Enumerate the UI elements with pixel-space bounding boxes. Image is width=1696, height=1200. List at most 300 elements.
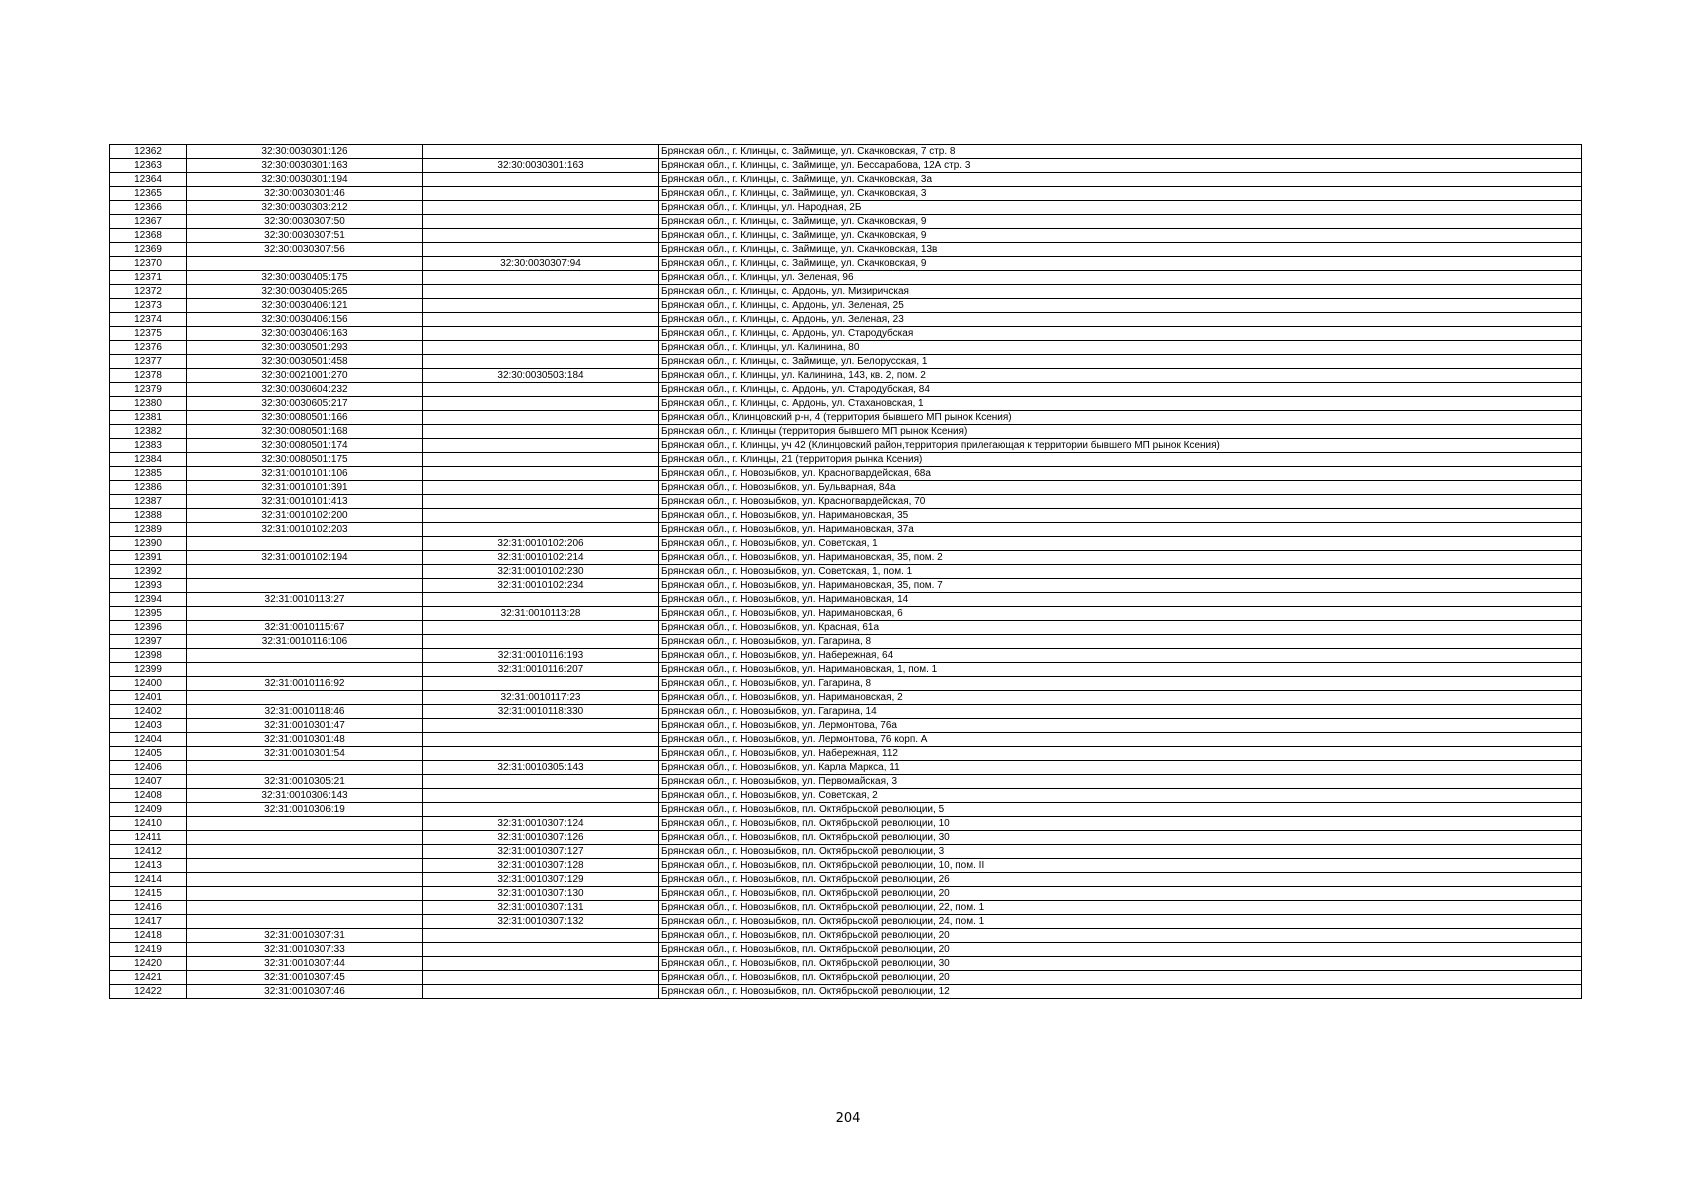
cadastral-number-cell: 32:30:0030307:51 bbox=[187, 229, 423, 243]
cadastral-number-cell: 32:31:0010306:19 bbox=[187, 803, 423, 817]
table-row bbox=[110, 915, 1582, 929]
row-number-cell: 12373 bbox=[110, 299, 187, 313]
cadastral-number-cell: 32:31:0010307:31 bbox=[187, 929, 423, 943]
address-cell: Брянская обл., г. Клинцы, ул. Народная, 2Б bbox=[659, 201, 1582, 215]
address-cell: Брянская обл., г. Клинцы, с. Ардонь, ул. Зеленая, 25 bbox=[659, 299, 1582, 313]
address-cell: Брянская обл., г. Клинцы, ул. Калинина, 143, кв. 2, пом. 2 bbox=[659, 369, 1582, 383]
address-cell: Брянская обл., г. Новозыбков, ул. Наримановская, 35, пом. 2 bbox=[659, 551, 1582, 565]
table-row bbox=[110, 887, 1582, 901]
table-row bbox=[110, 313, 1582, 327]
table-row bbox=[110, 649, 1582, 663]
table-row bbox=[110, 523, 1582, 537]
table-row bbox=[110, 831, 1582, 845]
cadastral-number-cell: 32:30:0030406:121 bbox=[187, 299, 423, 313]
related-cadastral-number-cell: 32:31:0010117:23 bbox=[423, 691, 659, 705]
related-cadastral-number-cell bbox=[423, 145, 659, 159]
address-cell: Брянская обл., г. Клинцы, с. Ардонь, ул. Зеленая, 23 bbox=[659, 313, 1582, 327]
address-cell: Брянская обл., г. Клинцы (территория бывшего МП рынок Ксения) bbox=[659, 425, 1582, 439]
address-cell: Брянская обл., г. Клинцы, с. Займище, ул. Скачковская, 13в bbox=[659, 243, 1582, 257]
address-cell: Брянская обл., г. Новозыбков, пл. Октябрьской революции, 12 bbox=[659, 985, 1582, 999]
row-number-cell: 12418 bbox=[110, 929, 187, 943]
table-row bbox=[110, 425, 1582, 439]
row-number-cell: 12397 bbox=[110, 635, 187, 649]
related-cadastral-number-cell: 32:31:0010116:207 bbox=[423, 663, 659, 677]
cadastral-number-cell: 32:30:0030301:46 bbox=[187, 187, 423, 201]
related-cadastral-number-cell bbox=[423, 775, 659, 789]
address-cell: Брянская обл., г. Новозыбков, ул. Наримановская, 37а bbox=[659, 523, 1582, 537]
address-cell: Брянская обл., г. Новозыбков, пл. Октябрьской революции, 22, пом. 1 bbox=[659, 901, 1582, 915]
related-cadastral-number-cell bbox=[423, 957, 659, 971]
table-row bbox=[110, 327, 1582, 341]
related-cadastral-number-cell bbox=[423, 411, 659, 425]
cadastral-number-cell: 32:31:0010307:46 bbox=[187, 985, 423, 999]
table-row bbox=[110, 817, 1582, 831]
row-number-cell: 12416 bbox=[110, 901, 187, 915]
row-number-cell: 12406 bbox=[110, 761, 187, 775]
address-cell: Брянская обл., г. Клинцы, с. Займище, ул. Бессарабова, 12А стр. 3 bbox=[659, 159, 1582, 173]
cadastral-number-cell: 32:30:0021001:270 bbox=[187, 369, 423, 383]
cadastral-number-cell: 32:31:0010307:45 bbox=[187, 971, 423, 985]
related-cadastral-number-cell bbox=[423, 677, 659, 691]
table-row bbox=[110, 439, 1582, 453]
address-cell: Брянская обл., г. Новозыбков, пл. Октябрьской революции, 3 bbox=[659, 845, 1582, 859]
related-cadastral-number-cell bbox=[423, 803, 659, 817]
related-cadastral-number-cell: 32:31:0010113:28 bbox=[423, 607, 659, 621]
row-number-cell: 12394 bbox=[110, 593, 187, 607]
table-row bbox=[110, 719, 1582, 733]
related-cadastral-number-cell bbox=[423, 467, 659, 481]
related-cadastral-number-cell bbox=[423, 453, 659, 467]
row-number-cell: 12378 bbox=[110, 369, 187, 383]
related-cadastral-number-cell: 32:31:0010102:230 bbox=[423, 565, 659, 579]
cadastral-number-cell: 32:31:0010102:194 bbox=[187, 551, 423, 565]
table-row bbox=[110, 355, 1582, 369]
cadastral-number-cell: 32:30:0030501:293 bbox=[187, 341, 423, 355]
related-cadastral-number-cell bbox=[423, 719, 659, 733]
row-number-cell: 12370 bbox=[110, 257, 187, 271]
address-cell: Брянская обл., г. Новозыбков, пл. Октябрьской революции, 10 bbox=[659, 817, 1582, 831]
cadastral-number-cell: 32:31:0010305:21 bbox=[187, 775, 423, 789]
related-cadastral-number-cell bbox=[423, 313, 659, 327]
row-number-cell: 12367 bbox=[110, 215, 187, 229]
table-row bbox=[110, 579, 1582, 593]
row-number-cell: 12407 bbox=[110, 775, 187, 789]
cadastral-number-cell: 32:31:0010307:44 bbox=[187, 957, 423, 971]
page-number: 204 bbox=[835, 1111, 861, 1126]
related-cadastral-number-cell: 32:31:0010307:127 bbox=[423, 845, 659, 859]
row-number-cell: 12403 bbox=[110, 719, 187, 733]
cadastral-number-cell: 32:30:0030307:50 bbox=[187, 215, 423, 229]
related-cadastral-number-cell bbox=[423, 943, 659, 957]
table-row bbox=[110, 943, 1582, 957]
cadastral-number-cell: 32:31:0010101:106 bbox=[187, 467, 423, 481]
address-cell: Брянская обл., г. Клинцы, с. Ардонь, ул. Мизиричская bbox=[659, 285, 1582, 299]
related-cadastral-number-cell bbox=[423, 271, 659, 285]
cadastral-number-cell: 32:30:0030406:156 bbox=[187, 313, 423, 327]
table-row bbox=[110, 873, 1582, 887]
table-row bbox=[110, 411, 1582, 425]
related-cadastral-number-cell bbox=[423, 985, 659, 999]
table-row bbox=[110, 957, 1582, 971]
row-number-cell: 12368 bbox=[110, 229, 187, 243]
row-number-cell: 12364 bbox=[110, 173, 187, 187]
table-row bbox=[110, 201, 1582, 215]
address-cell: Брянская обл., г. Новозыбков, ул. Карла Маркса, 11 bbox=[659, 761, 1582, 775]
cadastral-number-cell: 32:30:0080501:166 bbox=[187, 411, 423, 425]
table-row bbox=[110, 859, 1582, 873]
related-cadastral-number-cell bbox=[423, 509, 659, 523]
address-cell: Брянская обл., г. Новозыбков, ул. Наримановская, 1, пом. 1 bbox=[659, 663, 1582, 677]
row-number-cell: 12390 bbox=[110, 537, 187, 551]
address-cell: Брянская обл., г. Новозыбков, ул. Первомайская, 3 bbox=[659, 775, 1582, 789]
table-row bbox=[110, 803, 1582, 817]
row-number-cell: 12366 bbox=[110, 201, 187, 215]
cadastral-number-cell bbox=[187, 607, 423, 621]
table-row bbox=[110, 229, 1582, 243]
table-row bbox=[110, 621, 1582, 635]
related-cadastral-number-cell: 32:31:0010307:124 bbox=[423, 817, 659, 831]
table-row bbox=[110, 243, 1582, 257]
address-cell: Брянская обл., г. Новозыбков, пл. Октябрьской революции, 20 bbox=[659, 887, 1582, 901]
address-cell: Брянская обл., г. Новозыбков, ул. Гагарина, 14 bbox=[659, 705, 1582, 719]
related-cadastral-number-cell bbox=[423, 383, 659, 397]
row-number-cell: 12377 bbox=[110, 355, 187, 369]
cadastral-number-cell bbox=[187, 257, 423, 271]
row-number-cell: 12420 bbox=[110, 957, 187, 971]
table-row bbox=[110, 159, 1582, 173]
related-cadastral-number-cell bbox=[423, 929, 659, 943]
address-cell: Брянская обл., г. Новозыбков, пл. Октябрьской революции, 20 bbox=[659, 943, 1582, 957]
row-number-cell: 12392 bbox=[110, 565, 187, 579]
address-cell: Брянская обл., г. Новозыбков, ул. Лермонтова, 76а bbox=[659, 719, 1582, 733]
cadastral-number-cell bbox=[187, 831, 423, 845]
table-row bbox=[110, 565, 1582, 579]
row-number-cell: 12393 bbox=[110, 579, 187, 593]
related-cadastral-number-cell bbox=[423, 439, 659, 453]
row-number-cell: 12391 bbox=[110, 551, 187, 565]
table-row bbox=[110, 173, 1582, 187]
table-row bbox=[110, 509, 1582, 523]
address-cell: Брянская обл., г. Новозыбков, ул. Красногвардейская, 70 bbox=[659, 495, 1582, 509]
cadastral-number-cell: 32:31:0010118:46 bbox=[187, 705, 423, 719]
table-row bbox=[110, 635, 1582, 649]
address-cell: Брянская обл., г. Новозыбков, пл. Октябрьской революции, 30 bbox=[659, 831, 1582, 845]
related-cadastral-number-cell bbox=[423, 327, 659, 341]
address-cell: Брянская обл., г. Новозыбков, ул. Лермонтова, 76 корп. А bbox=[659, 733, 1582, 747]
table-row bbox=[110, 761, 1582, 775]
cadastral-number-cell: 32:30:0030605:217 bbox=[187, 397, 423, 411]
cadastral-number-cell: 32:31:0010116:92 bbox=[187, 677, 423, 691]
address-cell: Брянская обл., г. Клинцы, с. Займище, ул. Скачковская, 7 стр. 8 bbox=[659, 145, 1582, 159]
address-cell: Брянская обл., г. Новозыбков, ул. Наримановская, 6 bbox=[659, 607, 1582, 621]
address-cell: Брянская обл., г. Новозыбков, ул. Наримановская, 35 bbox=[659, 509, 1582, 523]
related-cadastral-number-cell bbox=[423, 187, 659, 201]
table-row bbox=[110, 929, 1582, 943]
row-number-cell: 12419 bbox=[110, 943, 187, 957]
row-number-cell: 12396 bbox=[110, 621, 187, 635]
related-cadastral-number-cell bbox=[423, 495, 659, 509]
row-number-cell: 12369 bbox=[110, 243, 187, 257]
address-cell: Брянская обл., г. Новозыбков, пл. Октябрьской революции, 24, пом. 1 bbox=[659, 915, 1582, 929]
address-cell: Брянская обл., г. Новозыбков, ул. Советская, 1 bbox=[659, 537, 1582, 551]
address-cell: Брянская обл., г. Клинцы, 21 (территория рынка Ксения) bbox=[659, 453, 1582, 467]
related-cadastral-number-cell: 32:30:0030503:184 bbox=[423, 369, 659, 383]
related-cadastral-number-cell bbox=[423, 341, 659, 355]
related-cadastral-number-cell: 32:31:0010307:132 bbox=[423, 915, 659, 929]
row-number-cell: 12414 bbox=[110, 873, 187, 887]
cadastral-number-cell: 32:30:0030301:126 bbox=[187, 145, 423, 159]
table-row bbox=[110, 467, 1582, 481]
cadastral-number-cell bbox=[187, 901, 423, 915]
related-cadastral-number-cell: 32:30:0030307:94 bbox=[423, 257, 659, 271]
table-row bbox=[110, 551, 1582, 565]
table-row bbox=[110, 691, 1582, 705]
address-cell: Брянская обл., г. Клинцы, уч 42 (Клинцовский район,территория прилегающая к территории бывшего МП рынок Ксения) bbox=[659, 439, 1582, 453]
table-row bbox=[110, 215, 1582, 229]
row-number-cell: 12372 bbox=[110, 285, 187, 299]
row-number-cell: 12385 bbox=[110, 467, 187, 481]
cadastral-number-cell: 32:31:0010301:54 bbox=[187, 747, 423, 761]
related-cadastral-number-cell: 32:30:0030301:163 bbox=[423, 159, 659, 173]
related-cadastral-number-cell: 32:31:0010118:330 bbox=[423, 705, 659, 719]
related-cadastral-number-cell bbox=[423, 243, 659, 257]
row-number-cell: 12422 bbox=[110, 985, 187, 999]
address-cell: Брянская обл., г. Клинцы, с. Займище, ул. Скачковская, 3 bbox=[659, 187, 1582, 201]
address-cell: Брянская обл., г. Новозыбков, ул. Наримановская, 14 bbox=[659, 593, 1582, 607]
cadastral-number-cell: 32:30:0030405:265 bbox=[187, 285, 423, 299]
cadastral-number-cell: 32:31:0010113:27 bbox=[187, 593, 423, 607]
row-number-cell: 12381 bbox=[110, 411, 187, 425]
row-number-cell: 12389 bbox=[110, 523, 187, 537]
related-cadastral-number-cell bbox=[423, 523, 659, 537]
cadastral-number-cell bbox=[187, 565, 423, 579]
address-cell: Брянская обл., г. Новозыбков, пл. Октябрьской революции, 30 bbox=[659, 957, 1582, 971]
row-number-cell: 12379 bbox=[110, 383, 187, 397]
cadastral-number-cell bbox=[187, 817, 423, 831]
row-number-cell: 12375 bbox=[110, 327, 187, 341]
related-cadastral-number-cell: 32:31:0010102:206 bbox=[423, 537, 659, 551]
row-number-cell: 12412 bbox=[110, 845, 187, 859]
row-number-cell: 12409 bbox=[110, 803, 187, 817]
table-row bbox=[110, 747, 1582, 761]
cadastral-number-cell: 32:30:0030406:163 bbox=[187, 327, 423, 341]
table-row bbox=[110, 663, 1582, 677]
address-cell: Брянская обл., г. Новозыбков, ул. Советская, 2 bbox=[659, 789, 1582, 803]
related-cadastral-number-cell: 32:31:0010102:214 bbox=[423, 551, 659, 565]
related-cadastral-number-cell: 32:31:0010116:193 bbox=[423, 649, 659, 663]
table-row bbox=[110, 369, 1582, 383]
table-row bbox=[110, 971, 1582, 985]
related-cadastral-number-cell bbox=[423, 747, 659, 761]
related-cadastral-number-cell: 32:31:0010307:131 bbox=[423, 901, 659, 915]
related-cadastral-number-cell: 32:31:0010102:234 bbox=[423, 579, 659, 593]
address-cell: Брянская обл., г. Клинцы, с. Займище, ул. Скачковская, 9 bbox=[659, 229, 1582, 243]
cadastral-number-cell bbox=[187, 537, 423, 551]
cadastral-number-cell: 32:30:0030405:175 bbox=[187, 271, 423, 285]
row-number-cell: 12413 bbox=[110, 859, 187, 873]
related-cadastral-number-cell bbox=[423, 299, 659, 313]
related-cadastral-number-cell bbox=[423, 397, 659, 411]
address-cell: Брянская обл., г. Новозыбков, пл. Октябрьской революции, 20 bbox=[659, 929, 1582, 943]
cadastral-number-cell: 32:30:0030301:194 bbox=[187, 173, 423, 187]
cadastral-number-cell bbox=[187, 859, 423, 873]
address-cell: Брянская обл., г. Новозыбков, пл. Октябрьской революции, 26 bbox=[659, 873, 1582, 887]
row-number-cell: 12382 bbox=[110, 425, 187, 439]
address-cell: Брянская обл., г. Новозыбков, ул. Наримановская, 35, пом. 7 bbox=[659, 579, 1582, 593]
address-cell: Брянская обл., г. Клинцы, с. Ардонь, ул. Стародубская, 84 bbox=[659, 383, 1582, 397]
cadastral-number-cell: 32:30:0030307:56 bbox=[187, 243, 423, 257]
related-cadastral-number-cell: 32:31:0010307:128 bbox=[423, 859, 659, 873]
table-row bbox=[110, 607, 1582, 621]
cadastral-number-cell: 32:30:0030501:458 bbox=[187, 355, 423, 369]
table-row bbox=[110, 271, 1582, 285]
address-cell: Брянская обл., г. Новозыбков, ул. Бульварная, 84а bbox=[659, 481, 1582, 495]
table-row bbox=[110, 901, 1582, 915]
table-row bbox=[110, 257, 1582, 271]
row-number-cell: 12417 bbox=[110, 915, 187, 929]
address-cell: Брянская обл., г. Новозыбков, пл. Октябрьской революции, 5 bbox=[659, 803, 1582, 817]
row-number-cell: 12376 bbox=[110, 341, 187, 355]
table-row bbox=[110, 733, 1582, 747]
address-cell: Брянская обл., г. Клинцы, ул. Зеленая, 96 bbox=[659, 271, 1582, 285]
row-number-cell: 12415 bbox=[110, 887, 187, 901]
related-cadastral-number-cell bbox=[423, 789, 659, 803]
address-cell: Брянская обл., г. Клинцы, ул. Калинина, 80 bbox=[659, 341, 1582, 355]
address-cell: Брянская обл., г. Новозыбков, ул. Советская, 1, пом. 1 bbox=[659, 565, 1582, 579]
cadastral-number-cell: 32:30:0080501:174 bbox=[187, 439, 423, 453]
address-cell: Брянская обл., г. Новозыбков, ул. Гагарина, 8 bbox=[659, 635, 1582, 649]
row-number-cell: 12380 bbox=[110, 397, 187, 411]
row-number-cell: 12411 bbox=[110, 831, 187, 845]
address-cell: Брянская обл., г. Клинцы, с. Займище, ул. Скачковская, 9 bbox=[659, 257, 1582, 271]
cadastral-number-cell: 32:31:0010101:413 bbox=[187, 495, 423, 509]
cadastral-number-cell bbox=[187, 761, 423, 775]
address-cell: Брянская обл., г. Клинцы, с. Займище, ул. Скачковская, 9 bbox=[659, 215, 1582, 229]
cadastral-number-cell: 32:30:0080501:175 bbox=[187, 453, 423, 467]
cadastral-number-cell: 32:30:0080501:168 bbox=[187, 425, 423, 439]
related-cadastral-number-cell bbox=[423, 173, 659, 187]
table-body bbox=[110, 145, 1582, 999]
cadastral-number-cell: 32:31:0010101:391 bbox=[187, 481, 423, 495]
related-cadastral-number-cell bbox=[423, 215, 659, 229]
table-row bbox=[110, 775, 1582, 789]
cadastral-number-cell bbox=[187, 579, 423, 593]
related-cadastral-number-cell bbox=[423, 229, 659, 243]
table-row bbox=[110, 453, 1582, 467]
address-cell: Брянская обл., г. Новозыбков, ул. Набережная, 64 bbox=[659, 649, 1582, 663]
address-cell: Брянская обл., г. Новозыбков, ул. Красная, 61а bbox=[659, 621, 1582, 635]
table-row bbox=[110, 593, 1582, 607]
address-cell: Брянская обл., г. Новозыбков, ул. Красногвардейская, 68а bbox=[659, 467, 1582, 481]
row-number-cell: 12408 bbox=[110, 789, 187, 803]
row-number-cell: 12395 bbox=[110, 607, 187, 621]
related-cadastral-number-cell bbox=[423, 285, 659, 299]
cadastral-number-cell: 32:31:0010116:106 bbox=[187, 635, 423, 649]
row-number-cell: 12374 bbox=[110, 313, 187, 327]
cadastral-number-cell: 32:31:0010102:200 bbox=[187, 509, 423, 523]
related-cadastral-number-cell bbox=[423, 481, 659, 495]
address-cell: Брянская обл., г. Новозыбков, ул. Наримановская, 2 bbox=[659, 691, 1582, 705]
cadastral-number-cell bbox=[187, 887, 423, 901]
address-cell: Брянская обл., г. Клинцы, с. Займище, ул. Скачковская, 3а bbox=[659, 173, 1582, 187]
row-number-cell: 12365 bbox=[110, 187, 187, 201]
related-cadastral-number-cell: 32:31:0010307:126 bbox=[423, 831, 659, 845]
related-cadastral-number-cell: 32:31:0010305:143 bbox=[423, 761, 659, 775]
related-cadastral-number-cell bbox=[423, 425, 659, 439]
row-number-cell: 12421 bbox=[110, 971, 187, 985]
table-row bbox=[110, 845, 1582, 859]
table-row bbox=[110, 341, 1582, 355]
related-cadastral-number-cell bbox=[423, 635, 659, 649]
row-number-cell: 12398 bbox=[110, 649, 187, 663]
related-cadastral-number-cell bbox=[423, 971, 659, 985]
table-row bbox=[110, 677, 1582, 691]
cadastral-number-cell: 32:30:0030303:212 bbox=[187, 201, 423, 215]
cadastral-number-cell: 32:31:0010301:47 bbox=[187, 719, 423, 733]
address-cell: Брянская обл., г. Новозыбков, ул. Гагарина, 8 bbox=[659, 677, 1582, 691]
table-row bbox=[110, 145, 1582, 159]
row-number-cell: 12410 bbox=[110, 817, 187, 831]
row-number-cell: 12400 bbox=[110, 677, 187, 691]
table-row bbox=[110, 481, 1582, 495]
cadastral-number-cell: 32:31:0010306:143 bbox=[187, 789, 423, 803]
table-row bbox=[110, 495, 1582, 509]
cadastral-number-cell: 32:31:0010307:33 bbox=[187, 943, 423, 957]
table-row bbox=[110, 705, 1582, 719]
table-row bbox=[110, 397, 1582, 411]
row-number-cell: 12384 bbox=[110, 453, 187, 467]
table-row bbox=[110, 789, 1582, 803]
row-number-cell: 12363 bbox=[110, 159, 187, 173]
row-number-cell: 12404 bbox=[110, 733, 187, 747]
row-number-cell: 12386 bbox=[110, 481, 187, 495]
row-number-cell: 12402 bbox=[110, 705, 187, 719]
row-number-cell: 12405 bbox=[110, 747, 187, 761]
related-cadastral-number-cell: 32:31:0010307:129 bbox=[423, 873, 659, 887]
cadastral-number-cell bbox=[187, 845, 423, 859]
address-cell: Брянская обл., г. Новозыбков, пл. Октябрьской революции, 20 bbox=[659, 971, 1582, 985]
table-row bbox=[110, 299, 1582, 313]
table-row bbox=[110, 383, 1582, 397]
row-number-cell: 12387 bbox=[110, 495, 187, 509]
cadastral-number-cell bbox=[187, 915, 423, 929]
row-number-cell: 12383 bbox=[110, 439, 187, 453]
cadastral-number-cell bbox=[187, 649, 423, 663]
cadastral-number-cell bbox=[187, 663, 423, 677]
row-number-cell: 12401 bbox=[110, 691, 187, 705]
cadastral-number-cell: 32:31:0010301:48 bbox=[187, 733, 423, 747]
property-register-table bbox=[109, 144, 1582, 999]
cadastral-number-cell bbox=[187, 873, 423, 887]
related-cadastral-number-cell: 32:31:0010307:130 bbox=[423, 887, 659, 901]
table-row bbox=[110, 537, 1582, 551]
table-row bbox=[110, 985, 1582, 999]
cadastral-number-cell bbox=[187, 691, 423, 705]
cadastral-number-cell: 32:30:0030301:163 bbox=[187, 159, 423, 173]
related-cadastral-number-cell bbox=[423, 621, 659, 635]
related-cadastral-number-cell bbox=[423, 201, 659, 215]
related-cadastral-number-cell bbox=[423, 733, 659, 747]
cadastral-number-cell: 32:30:0030604:232 bbox=[187, 383, 423, 397]
address-cell: Брянская обл., г. Клинцы, с. Ардонь, ул. Стахановская, 1 bbox=[659, 397, 1582, 411]
related-cadastral-number-cell bbox=[423, 355, 659, 369]
address-cell: Брянская обл., Клинцовский р-н, 4 (территория бывшего МП рынок Ксения) bbox=[659, 411, 1582, 425]
address-cell: Брянская обл., г. Новозыбков, пл. Октябрьской революции, 10, пом. II bbox=[659, 859, 1582, 873]
row-number-cell: 12371 bbox=[110, 271, 187, 285]
cadastral-number-cell: 32:31:0010102:203 bbox=[187, 523, 423, 537]
cadastral-number-cell: 32:31:0010115:67 bbox=[187, 621, 423, 635]
row-number-cell: 12362 bbox=[110, 145, 187, 159]
